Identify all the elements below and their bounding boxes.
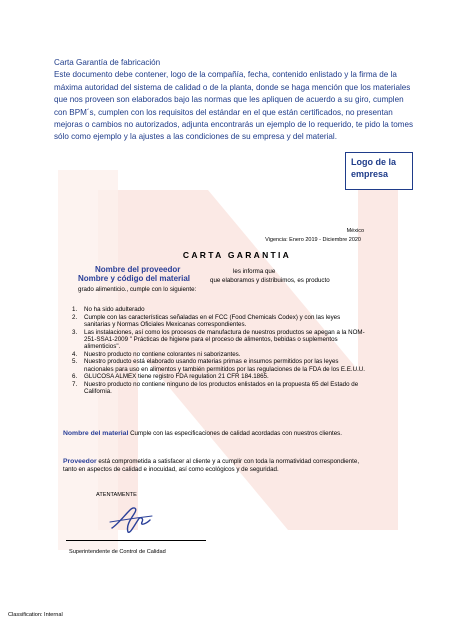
list-item: 3. Las instalaciones, así como los procesos de manufactura de nuestros productos se apegan a la NOM-251-SSA1-2009 " Prácticas de higiene para el proceso de alimentos, bebidas o suplementos alimenticios". bbox=[72, 328, 365, 351]
intro-heading: Carta Garantía de fabricación bbox=[54, 58, 161, 67]
provider-suffix: les informa que bbox=[233, 268, 276, 275]
company-logo-placeholder bbox=[345, 152, 413, 190]
list-item: 4. Nuestro producto no contiene colorantes ni saborizantes. bbox=[72, 350, 241, 358]
list-item: 7. Nuestro producto no contiene ninguno de los productos enlistados en la propuesta 65 del Estado de California. bbox=[72, 381, 359, 396]
list-item: 5. Nuestro producto está elaborado usando materias primas e insumos permitidos por las leyes nacionales para uso en alimentos y también permitidos por las regulaciones de la FDA de los E.E.U.U. bbox=[72, 358, 365, 373]
list-item: 1. No ha sido adulterado bbox=[72, 306, 145, 313]
classification-label: Classification: Internal bbox=[8, 612, 63, 618]
letter-place: México bbox=[346, 228, 364, 234]
material-suffix: que elaboramos y distribuimos, es producto bbox=[210, 277, 330, 284]
intro-block bbox=[54, 57, 414, 144]
list-item: 2. Cumple con las características señaladas en el FCC (Food Chemicals Codex) y con las leyes sanitarias y Normas Oficiales Mexicanas correspondientes. bbox=[72, 313, 341, 328]
logo-placeholder-text: Logo de la empresa bbox=[351, 157, 396, 179]
material-label: Nombre del material bbox=[63, 430, 129, 437]
material-text: Cumple con las especificaciones de calidad acordadas con nuestros clientes. bbox=[130, 430, 342, 437]
provider-placeholder: Nombre del proveedor bbox=[95, 265, 181, 274]
provider-label: Proveedor bbox=[63, 458, 97, 465]
guarantee-list bbox=[72, 306, 368, 396]
material-paragraph bbox=[63, 430, 363, 438]
material-placeholder: Nombre y código del material bbox=[78, 274, 191, 283]
handwritten-signature bbox=[108, 502, 154, 536]
list-item: 6. GLUCOSA ALMEX tiene registro FDA regulation 21 CFR 184.1865. bbox=[72, 373, 269, 381]
intro-body: Este documento debe contener, logo de la compañía, fecha, contenido enlistado y la firma de la máxima autoridad del sistema de calidad o de la planta, donde se haga mención que los materiales que nos proveen son elaborados bajo las normas que les apliquen de acuerdo a su giro, cumplen con BPM´s, cumplen con los requisitos del estándar en el que están certificados, no presentan mejoras o cambios no autorizados, adjunta encontrarás un ejemplo de lo requerido, te pido la tomes sólo como ejemplo y la ajustes a las condiciones de su empresa y del material. bbox=[54, 70, 414, 142]
signatory-role: Superintendente de Control de Calidad bbox=[69, 549, 166, 555]
sign-off-label: ATENTAMENTE bbox=[96, 492, 137, 498]
provider-text: está comprometida a satisfacer al cliente y a cumplir con toda la normatividad correspondiente, tanto en aspectos de calidad e inocuidad, así como ecológicos y de seguridad. bbox=[63, 458, 360, 473]
provider-paragraph bbox=[63, 458, 363, 473]
opening-continuation: grado alimenticio., cumple con lo siguiente: bbox=[78, 286, 197, 293]
letter-validity: Vigencia: Enero 2019 - Diciembre 2020 bbox=[265, 237, 361, 243]
signature-line bbox=[66, 540, 206, 541]
letter-title: CARTA GARANTIA bbox=[182, 250, 292, 260]
